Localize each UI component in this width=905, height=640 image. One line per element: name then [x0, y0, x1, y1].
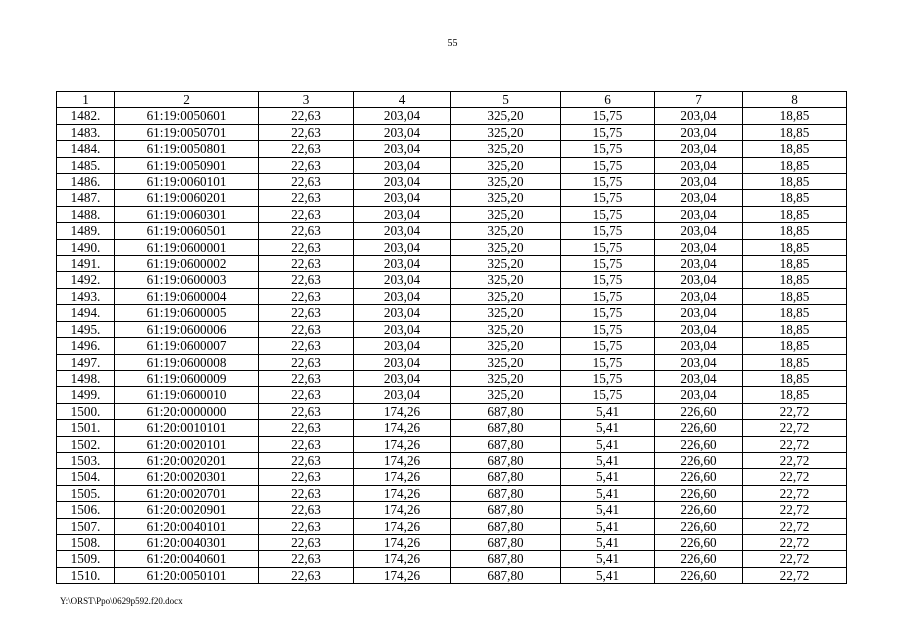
table-cell: 1483.	[57, 124, 115, 140]
table-cell: 5,41	[561, 420, 655, 436]
table-row	[57, 288, 847, 304]
table-cell: 1487.	[57, 190, 115, 206]
table-cell: 203,04	[354, 272, 451, 288]
table-cell: 325,20	[451, 288, 561, 304]
table-row	[57, 141, 847, 157]
table-cell: 203,04	[354, 157, 451, 173]
table-cell: 1501.	[57, 420, 115, 436]
table-cell: 5,41	[561, 452, 655, 468]
table-cell: 1503.	[57, 452, 115, 468]
table-row	[57, 256, 847, 272]
table-cell: 61:19:0060101	[115, 174, 259, 190]
table-cell: 203,04	[354, 321, 451, 337]
table-cell: 325,20	[451, 321, 561, 337]
table-cell: 5,41	[561, 469, 655, 485]
table-row	[57, 190, 847, 206]
table-cell: 1506.	[57, 502, 115, 518]
table-cell: 22,63	[259, 387, 354, 403]
table-cell: 18,85	[743, 305, 847, 321]
table-cell: 203,04	[655, 206, 743, 222]
table-row	[57, 305, 847, 321]
table-cell: 203,04	[354, 354, 451, 370]
table-cell: 22,63	[259, 518, 354, 534]
table-cell: 325,20	[451, 223, 561, 239]
table-cell: 1507.	[57, 518, 115, 534]
table-cell: 22,63	[259, 174, 354, 190]
page-number: 55	[447, 38, 458, 49]
table-cell: 325,20	[451, 338, 561, 354]
table-cell: 18,85	[743, 288, 847, 304]
table-cell: 22,72	[743, 534, 847, 550]
table-cell: 5,41	[561, 485, 655, 501]
table-cell: 61:19:0050601	[115, 108, 259, 124]
table-cell: 61:19:0050801	[115, 141, 259, 157]
table-cell: 22,63	[259, 108, 354, 124]
table-cell: 174,26	[354, 567, 451, 583]
table-cell: 226,60	[655, 518, 743, 534]
table-row	[57, 518, 847, 534]
table-cell: 1492.	[57, 272, 115, 288]
table-cell: 203,04	[354, 239, 451, 255]
table-cell: 15,75	[561, 239, 655, 255]
table-cell: 22,72	[743, 502, 847, 518]
table-cell: 203,04	[354, 141, 451, 157]
table-cell: 5,41	[561, 518, 655, 534]
table-cell: 1482.	[57, 108, 115, 124]
table-cell: 18,85	[743, 206, 847, 222]
table-cell: 203,04	[655, 387, 743, 403]
table-cell: 22,63	[259, 502, 354, 518]
table-cell: 61:20:0020101	[115, 436, 259, 452]
table-cell: 22,72	[743, 436, 847, 452]
table-cell: 61:20:0040601	[115, 551, 259, 567]
table-cell: 1510.	[57, 567, 115, 583]
table-cell: 15,75	[561, 190, 655, 206]
table-cell: 325,20	[451, 354, 561, 370]
table-row	[57, 370, 847, 386]
table-cell: 203,04	[655, 338, 743, 354]
table-cell: 687,80	[451, 485, 561, 501]
table-cell: 203,04	[354, 387, 451, 403]
table-cell: 15,75	[561, 174, 655, 190]
table-cell: 174,26	[354, 551, 451, 567]
table-cell: 203,04	[655, 272, 743, 288]
table-cell: 226,60	[655, 469, 743, 485]
table-cell: 174,26	[354, 502, 451, 518]
table-row	[57, 452, 847, 468]
table-cell: 174,26	[354, 469, 451, 485]
table-cell: 325,20	[451, 370, 561, 386]
table-cell: 22,63	[259, 354, 354, 370]
table-cell: 1502.	[57, 436, 115, 452]
table-cell: 18,85	[743, 338, 847, 354]
table-cell: 174,26	[354, 436, 451, 452]
table-cell: 22,63	[259, 256, 354, 272]
table-cell: 203,04	[655, 256, 743, 272]
table-cell: 22,63	[259, 223, 354, 239]
table-cell: 174,26	[354, 420, 451, 436]
table-cell: 687,80	[451, 567, 561, 583]
table-cell: 22,63	[259, 124, 354, 140]
table-cell: 61:20:0020201	[115, 452, 259, 468]
table-row	[57, 354, 847, 370]
table-cell: 203,04	[655, 239, 743, 255]
table-cell: 22,63	[259, 534, 354, 550]
table-cell: 15,75	[561, 272, 655, 288]
table-cell: 61:19:0060301	[115, 206, 259, 222]
table-row	[57, 420, 847, 436]
table-cell: 687,80	[451, 420, 561, 436]
table-cell: 61:20:0010101	[115, 420, 259, 436]
table-cell: 226,60	[655, 420, 743, 436]
table-cell: 61:20:0000000	[115, 403, 259, 419]
table-cell: 22,63	[259, 157, 354, 173]
table-cell: 203,04	[655, 190, 743, 206]
table-cell: 325,20	[451, 141, 561, 157]
table-cell: 325,20	[451, 387, 561, 403]
table-cell: 1493.	[57, 288, 115, 304]
table-cell: 203,04	[655, 124, 743, 140]
table-cell: 22,63	[259, 305, 354, 321]
table-cell: 22,72	[743, 452, 847, 468]
table-cell: 1509.	[57, 551, 115, 567]
table-row	[57, 502, 847, 518]
table-cell: 15,75	[561, 288, 655, 304]
table-row	[57, 272, 847, 288]
table-cell: 18,85	[743, 370, 847, 386]
table-cell: 1504.	[57, 469, 115, 485]
table-cell: 22,63	[259, 485, 354, 501]
table-cell: 15,75	[561, 141, 655, 157]
table-cell: 22,63	[259, 272, 354, 288]
table-cell: 15,75	[561, 223, 655, 239]
table-cell: 18,85	[743, 272, 847, 288]
table-cell: 203,04	[655, 223, 743, 239]
table-cell: 61:19:0600006	[115, 321, 259, 337]
table-cell: 203,04	[655, 108, 743, 124]
table-cell: 1486.	[57, 174, 115, 190]
table-cell: 687,80	[451, 518, 561, 534]
table-cell: 61:19:0600005	[115, 305, 259, 321]
table-cell: 174,26	[354, 403, 451, 419]
footer-file-path: Y:\ORST\Ppo\0629p592.f20.docx	[60, 596, 183, 606]
table-cell: 226,60	[655, 567, 743, 583]
table-cell: 15,75	[561, 338, 655, 354]
table-cell: 203,04	[354, 190, 451, 206]
table-cell: 5,41	[561, 551, 655, 567]
table-cell: 22,63	[259, 403, 354, 419]
table-cell: 22,72	[743, 403, 847, 419]
table-row	[57, 206, 847, 222]
table-cell: 203,04	[354, 338, 451, 354]
table-cell: 1484.	[57, 141, 115, 157]
table-cell: 5,41	[561, 436, 655, 452]
table-cell: 203,04	[655, 288, 743, 304]
table-cell: 687,80	[451, 534, 561, 550]
table-cell: 22,63	[259, 420, 354, 436]
table-cell: 22,63	[259, 321, 354, 337]
table-cell: 226,60	[655, 452, 743, 468]
table-cell: 203,04	[655, 141, 743, 157]
table-row	[57, 436, 847, 452]
table-cell: 61:19:0600007	[115, 338, 259, 354]
table-cell: 5,41	[561, 403, 655, 419]
table-cell: 61:20:0020301	[115, 469, 259, 485]
table-cell: 22,63	[259, 206, 354, 222]
table-cell: 203,04	[354, 288, 451, 304]
table-cell: 61:20:0020901	[115, 502, 259, 518]
table-cell: 61:19:0600008	[115, 354, 259, 370]
table-cell: 61:19:0060501	[115, 223, 259, 239]
table-cell: 1488.	[57, 206, 115, 222]
table-cell: 203,04	[354, 370, 451, 386]
column-header-8: 8	[743, 92, 847, 108]
column-header-3: 3	[259, 92, 354, 108]
table-cell: 15,75	[561, 108, 655, 124]
table-cell: 18,85	[743, 174, 847, 190]
table-cell: 22,72	[743, 469, 847, 485]
table-cell: 22,63	[259, 436, 354, 452]
table-cell: 325,20	[451, 108, 561, 124]
table-row	[57, 157, 847, 173]
table-cell: 226,60	[655, 502, 743, 518]
table-cell: 22,72	[743, 485, 847, 501]
table-cell: 18,85	[743, 239, 847, 255]
table-cell: 15,75	[561, 256, 655, 272]
table-cell: 325,20	[451, 206, 561, 222]
table-cell: 226,60	[655, 551, 743, 567]
table-cell: 5,41	[561, 534, 655, 550]
table-cell: 203,04	[655, 370, 743, 386]
table-row	[57, 174, 847, 190]
table-cell: 61:19:0600004	[115, 288, 259, 304]
table-cell: 61:20:0050101	[115, 567, 259, 583]
table-cell: 687,80	[451, 452, 561, 468]
table-cell: 22,63	[259, 288, 354, 304]
column-header-2: 2	[115, 92, 259, 108]
table-cell: 325,20	[451, 174, 561, 190]
table-cell: 22,72	[743, 420, 847, 436]
table-cell: 203,04	[655, 354, 743, 370]
table-row	[57, 108, 847, 124]
table-cell: 22,63	[259, 190, 354, 206]
table-cell: 61:19:0600010	[115, 387, 259, 403]
table-cell: 15,75	[561, 124, 655, 140]
table-row	[57, 469, 847, 485]
table-cell: 1495.	[57, 321, 115, 337]
table-cell: 325,20	[451, 157, 561, 173]
table-cell: 203,04	[354, 256, 451, 272]
table-row	[57, 403, 847, 419]
table-cell: 22,63	[259, 452, 354, 468]
column-header-4: 4	[354, 92, 451, 108]
table-cell: 687,80	[451, 436, 561, 452]
table-cell: 203,04	[354, 305, 451, 321]
table-cell: 325,20	[451, 190, 561, 206]
table-cell: 15,75	[561, 387, 655, 403]
table-cell: 1496.	[57, 338, 115, 354]
table-cell: 18,85	[743, 108, 847, 124]
table-cell: 687,80	[451, 469, 561, 485]
table-cell: 61:19:0600003	[115, 272, 259, 288]
table-cell: 1505.	[57, 485, 115, 501]
table-cell: 22,72	[743, 518, 847, 534]
table-row	[57, 321, 847, 337]
table-cell: 687,80	[451, 551, 561, 567]
table-cell: 22,63	[259, 567, 354, 583]
column-header-6: 6	[561, 92, 655, 108]
table-cell: 18,85	[743, 124, 847, 140]
table-cell: 15,75	[561, 305, 655, 321]
table-cell: 203,04	[354, 223, 451, 239]
column-header-7: 7	[655, 92, 743, 108]
table-row	[57, 239, 847, 255]
table-cell: 5,41	[561, 567, 655, 583]
table-row	[57, 485, 847, 501]
table-cell: 226,60	[655, 485, 743, 501]
column-header-5: 5	[451, 92, 561, 108]
table-cell: 226,60	[655, 436, 743, 452]
table-cell: 174,26	[354, 485, 451, 501]
table-cell: 15,75	[561, 354, 655, 370]
table-cell: 325,20	[451, 256, 561, 272]
table-cell: 1490.	[57, 239, 115, 255]
table-cell: 687,80	[451, 502, 561, 518]
table-row	[57, 223, 847, 239]
table-cell: 22,72	[743, 551, 847, 567]
table-cell: 226,60	[655, 534, 743, 550]
table-cell: 1485.	[57, 157, 115, 173]
table-cell: 203,04	[655, 174, 743, 190]
table-cell: 325,20	[451, 124, 561, 140]
column-header-1: 1	[57, 92, 115, 108]
table-row	[57, 338, 847, 354]
table-cell: 325,20	[451, 272, 561, 288]
table-cell: 15,75	[561, 321, 655, 337]
table-cell: 174,26	[354, 518, 451, 534]
table-cell: 18,85	[743, 190, 847, 206]
table-cell: 203,04	[354, 124, 451, 140]
table-cell: 61:20:0040301	[115, 534, 259, 550]
table-cell: 203,04	[655, 321, 743, 337]
table-cell: 174,26	[354, 534, 451, 550]
table-cell: 15,75	[561, 206, 655, 222]
table-row	[57, 567, 847, 583]
table-cell: 22,63	[259, 370, 354, 386]
table-cell: 18,85	[743, 223, 847, 239]
table-cell: 15,75	[561, 370, 655, 386]
table-cell: 1489.	[57, 223, 115, 239]
table-cell: 226,60	[655, 403, 743, 419]
table-cell: 325,20	[451, 239, 561, 255]
table-cell: 18,85	[743, 387, 847, 403]
table-cell: 1508.	[57, 534, 115, 550]
table-cell: 174,26	[354, 452, 451, 468]
table-cell: 1497.	[57, 354, 115, 370]
table-cell: 325,20	[451, 305, 561, 321]
table-cell: 1491.	[57, 256, 115, 272]
table-cell: 203,04	[655, 157, 743, 173]
table-row	[57, 551, 847, 567]
data-table	[56, 91, 847, 584]
table-cell: 61:19:0050701	[115, 124, 259, 140]
table-cell: 18,85	[743, 157, 847, 173]
table-cell: 22,63	[259, 141, 354, 157]
table-cell: 22,63	[259, 469, 354, 485]
table-cell: 61:20:0040101	[115, 518, 259, 534]
table-row	[57, 534, 847, 550]
table-cell: 203,04	[354, 108, 451, 124]
table-cell: 61:20:0020701	[115, 485, 259, 501]
table-cell: 22,63	[259, 551, 354, 567]
table-cell: 203,04	[354, 206, 451, 222]
table-cell: 22,72	[743, 567, 847, 583]
table-cell: 22,63	[259, 239, 354, 255]
table-cell: 18,85	[743, 354, 847, 370]
table-cell: 203,04	[354, 174, 451, 190]
table-cell: 1494.	[57, 305, 115, 321]
table-row	[57, 124, 847, 140]
table-cell: 18,85	[743, 256, 847, 272]
table-cell: 1499.	[57, 387, 115, 403]
table-cell: 61:19:0600002	[115, 256, 259, 272]
table-cell: 1500.	[57, 403, 115, 419]
table-cell: 61:19:0600009	[115, 370, 259, 386]
table-row	[57, 387, 847, 403]
table-cell: 61:19:0600001	[115, 239, 259, 255]
table-cell: 203,04	[655, 305, 743, 321]
table-cell: 15,75	[561, 157, 655, 173]
table-cell: 61:19:0060201	[115, 190, 259, 206]
table-cell: 61:19:0050901	[115, 157, 259, 173]
table-header-row	[57, 92, 847, 108]
table-cell: 5,41	[561, 502, 655, 518]
table-cell: 1498.	[57, 370, 115, 386]
table-cell: 18,85	[743, 141, 847, 157]
table-cell: 22,63	[259, 338, 354, 354]
table-cell: 18,85	[743, 321, 847, 337]
table-cell: 687,80	[451, 403, 561, 419]
